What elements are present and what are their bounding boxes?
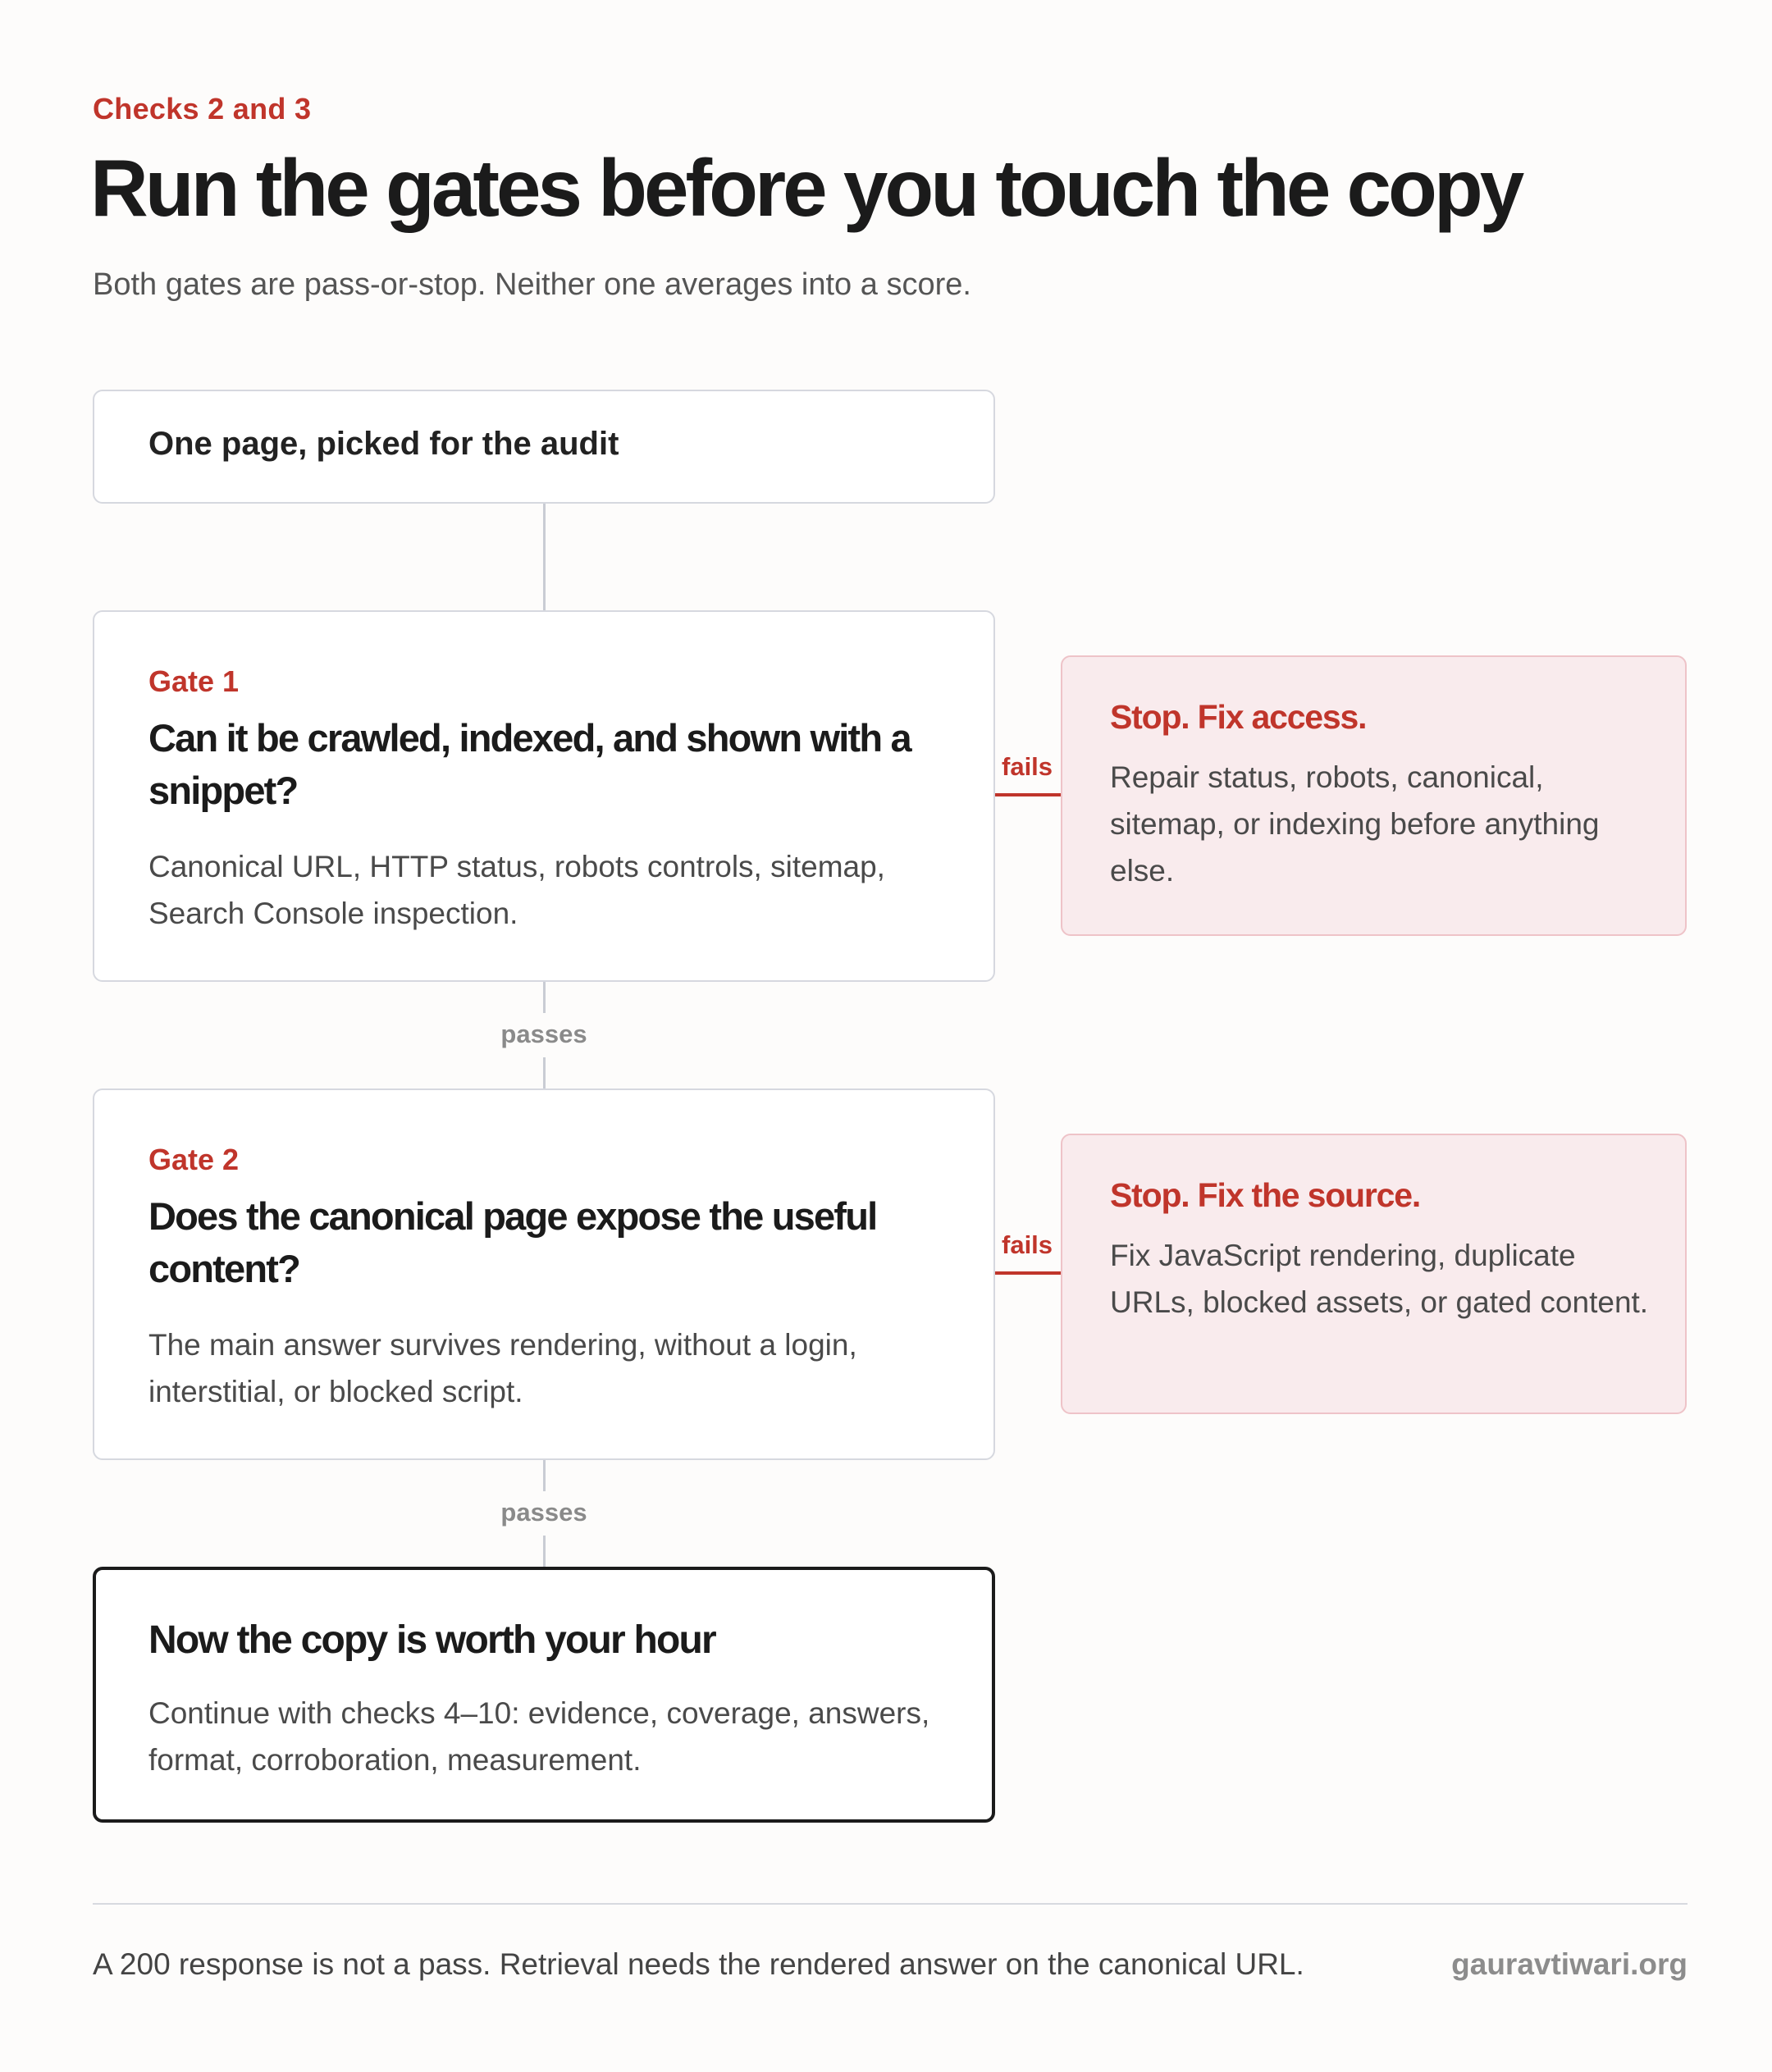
connector-gate1-gate2-top <box>543 982 546 1013</box>
start-node <box>93 390 995 504</box>
gate-1-tag: Gate 1 <box>148 664 240 698</box>
final-description: Continue with checks 4–10: evidence, coverage, answers, format, corroboration, measurement. <box>148 1696 930 1777</box>
connector-gate2-final-top <box>543 1460 546 1491</box>
final-node <box>93 1567 995 1823</box>
gate-1-pass-label: passes <box>500 1020 587 1048</box>
footer-divider <box>93 1903 1688 1905</box>
footer-note: A 200 response is not a pass. Retrieval needs the rendered answer on the canonical URL. <box>93 1947 1304 1981</box>
page-title: Run the gates before you touch the copy <box>90 143 1522 233</box>
start-node-label: One page, picked for the audit <box>148 426 619 462</box>
stop-2-description: Fix JavaScript rendering, duplicate URLs, blocked assets, or gated content. <box>1110 1239 1649 1319</box>
gate-1-node <box>93 610 995 982</box>
connector-gate2-final-bottom <box>543 1536 546 1567</box>
site-credit: gauravtiwari.org <box>1451 1947 1688 1981</box>
gate-1-fail-connector <box>995 793 1061 796</box>
gate-2-fail-label: fails <box>1002 1230 1053 1259</box>
gate-1-question: Can it be crawled, indexed, and shown with a snippet? <box>148 716 911 812</box>
eyebrow-label: Checks 2 and 3 <box>93 92 312 126</box>
gate-2-pass-label: passes <box>500 1498 587 1527</box>
stop-1-description: Repair status, robots, canonical, sitemap, or indexing before anything else. <box>1110 760 1600 888</box>
gate-2-question: Does the canonical page expose the useful content? <box>148 1194 877 1290</box>
gate-1-fail-label: fails <box>1002 752 1053 781</box>
stop-fix-access-node <box>1061 655 1687 936</box>
gate-2-tag: Gate 2 <box>148 1143 240 1176</box>
stop-1-title: Stop. Fix access. <box>1110 698 1367 736</box>
gate-2-fail-connector <box>995 1271 1061 1275</box>
connector-gate1-gate2-bottom <box>543 1057 546 1088</box>
page-subtitle: Both gates are pass-or-stop. Neither one averages into a score. <box>93 267 971 302</box>
connector-start-gate1 <box>543 504 546 610</box>
stop-fix-source-node <box>1061 1134 1687 1414</box>
gate-2-description: The main answer survives rendering, without a login, interstitial, or blocked script. <box>148 1328 857 1408</box>
gate-2-node <box>93 1088 995 1460</box>
gate-1-description: Canonical URL, HTTP status, robots controls, sitemap, Search Console inspection. <box>148 850 885 930</box>
final-title: Now the copy is worth your hour <box>148 1618 715 1662</box>
stop-2-title: Stop. Fix the source. <box>1110 1176 1421 1214</box>
